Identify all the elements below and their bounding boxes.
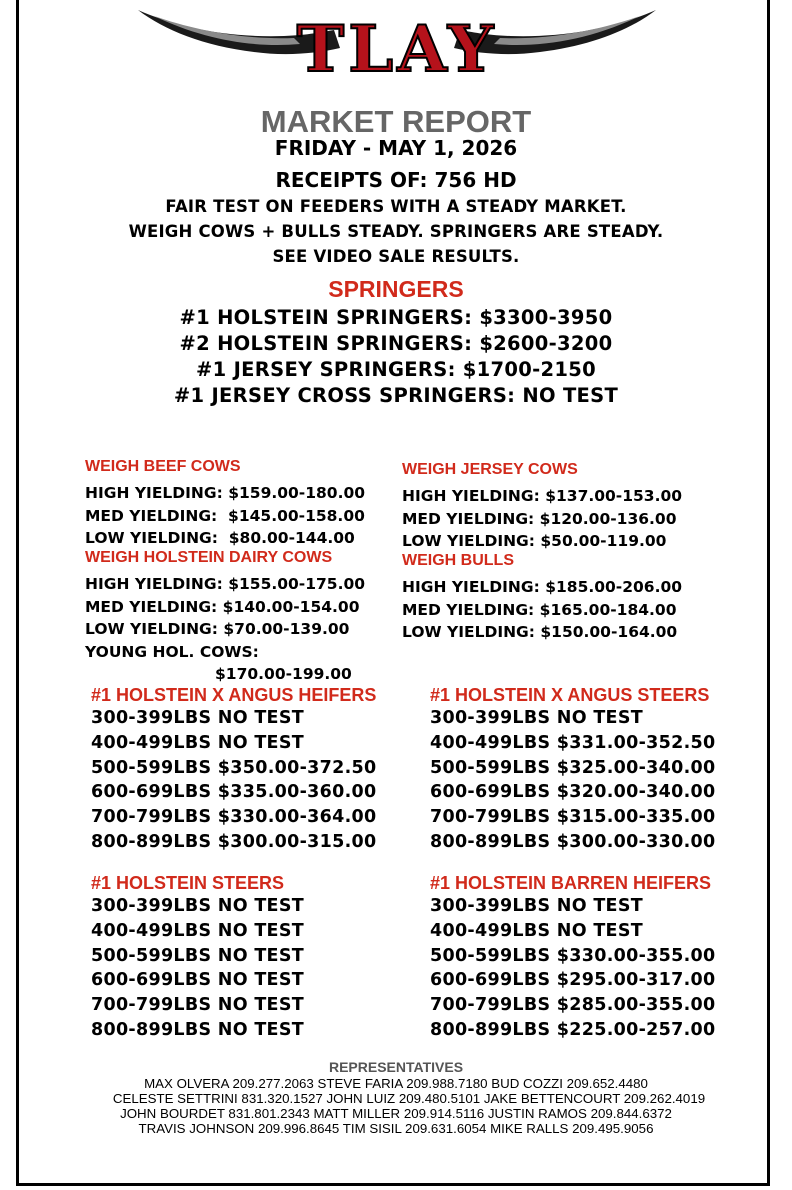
price-row: 800-899LBS $225.00-257.00 [430,1019,716,1040]
section-title: #1 HOLSTEIN X ANGUS STEERS [430,685,710,705]
weigh-holstein-dairy-cows-section [85,548,365,686]
price-row: 500-599LBS $325.00-340.00 [430,757,716,778]
price-row: 500-599LBS $330.00-355.00 [430,945,716,966]
price-row: 400-499LBS NO TEST [91,732,304,753]
price-row: 300-399LBS NO TEST [430,708,643,728]
price-row: 800-899LBS $300.00-330.00 [430,831,716,852]
price-row: LOW YIELDING: $50.00-119.00 [402,532,667,550]
springers-line: #1 JERSEY SPRINGERS: $1700-2150 [196,358,596,381]
weigh-bulls-section [402,551,682,644]
price-row: HIGH YIELDING: $159.00-180.00 [85,484,366,502]
springers-line: #1 JERSEY CROSS SPRINGERS: NO TEST [173,384,619,407]
receipts: RECEIPTS OF: 756 HD [275,168,517,192]
representatives-title: REPRESENTATIVES [328,1059,464,1075]
section-title: #1 HOLSTEIN X ANGUS HEIFERS [91,685,377,705]
price-row: LOW YIELDING: $150.00-164.00 [402,623,678,641]
price-row: 600-699LBS NO TEST [91,970,304,991]
holstein-barren-heifers-section [430,872,716,1043]
price-row: 600-699LBS $320.00-340.00 [430,782,716,803]
price-row: 400-499LBS $331.00-352.50 [430,732,716,753]
price-row: MED YIELDING: $165.00-184.00 [402,600,677,619]
report-date: FRIDAY - MAY 1, 2026 [274,136,518,160]
price-row: HIGH YIELDING: $155.00-175.00 [85,575,366,593]
report-title: MARKET REPORT [260,104,532,139]
weigh-beef-cows-section [85,457,365,550]
logo-text: TLAY [296,12,498,87]
price-row: 700-799LBS $330.00-364.00 [91,807,377,828]
holstein-steers-section [91,872,304,1043]
price-row: 400-499LBS NO TEST [91,920,304,941]
price-row: 300-399LBS NO TEST [430,896,643,916]
section-title: #1 HOLSTEIN BARREN HEIFERS [430,873,712,893]
price-row: HIGH YIELDING: $185.00-206.00 [402,578,683,596]
price-row: 800-899LBS NO TEST [91,1019,304,1040]
holstein-x-angus-heifers-section [91,684,377,855]
price-row: HIGH YIELDING: $137.00-153.00 [402,487,683,505]
price-row: 400-499LBS NO TEST [430,920,643,941]
price-row: LOW YIELDING: $80.00-144.00 [85,529,355,547]
price-row: MED YIELDING: $145.00-158.00 [85,506,365,525]
springers-line: #1 HOLSTEIN SPRINGERS: $3300-3950 [179,306,613,329]
market-note: FAIR TEST ON FEEDERS WITH A STEADY MARKET. [165,197,627,216]
price-row: MED YIELDING: $140.00-154.00 [85,597,360,616]
price-row: 700-799LBS $285.00-355.00 [430,995,716,1016]
price-row: 700-799LBS $315.00-335.00 [430,807,716,828]
market-note: WEIGH COWS + BULLS STEADY. SPRINGERS ARE STEADY. [128,222,664,241]
section-title: WEIGH BEEF COWS [85,458,241,475]
price-row: MED YIELDING: $120.00-136.00 [402,509,677,528]
section-title: WEIGH JERSEY COWS [402,461,578,478]
holstein-x-angus-steers-section [430,684,716,855]
price-row: 600-699LBS $335.00-360.00 [91,782,377,803]
price-row: YOUNG HOL. COWS: [85,642,259,661]
representatives-line: MAX OLVERA 209.277.2063 STEVE FARIA 209.988.7180 BUD COZZI 209.652.4480 [144,1076,648,1091]
price-row: 300-399LBS NO TEST [91,896,304,916]
price-row: 500-599LBS NO TEST [91,945,304,966]
price-row: 300-399LBS NO TEST [91,708,304,728]
representatives-line: TRAVIS JOHNSON 209.996.8645 TIM SISIL 209.631.6054 MIKE RALLS 209.495.9056 [138,1121,654,1136]
price-row: $170.00-199.00 [215,665,352,683]
section-title: WEIGH BULLS [402,552,514,569]
price-row: 500-599LBS $350.00-372.50 [91,757,377,778]
section-title: WEIGH HOLSTEIN DAIRY COWS [85,549,333,566]
representatives-line: CELESTE SETTRINI 831.320.1527 JOHN LUIZ 209.480.5101 JAKE BETTENCOURT 209.262.4019 [112,1091,706,1106]
price-row: 800-899LBS $300.00-315.00 [91,831,377,852]
weigh-jersey-cows-section [402,460,682,553]
representatives-line: JOHN BOURDET 831.801.2343 MATT MILLER 209.914.5116 JUSTIN RAMOS 209.844.6372 [120,1106,672,1121]
section-title: #1 HOLSTEIN STEERS [91,873,285,893]
springers-line: #2 HOLSTEIN SPRINGERS: $2600-3200 [179,332,613,355]
market-note: SEE VIDEO SALE RESULTS. [272,247,520,266]
price-row: LOW YIELDING: $70.00-139.00 [85,620,350,638]
price-row: 600-699LBS $295.00-317.00 [430,970,716,991]
price-row: 700-799LBS NO TEST [91,995,304,1016]
springers-title: SPRINGERS [328,276,464,302]
